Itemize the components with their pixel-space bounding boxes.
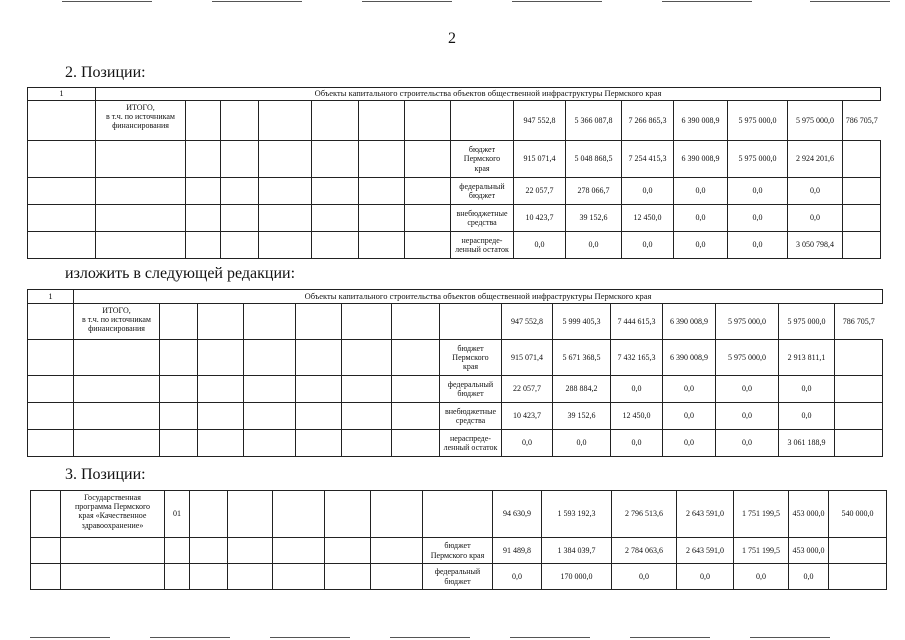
page-top-dash-4 (512, 1, 602, 2)
value-cell: 0,0 (663, 376, 716, 403)
source-label: бюджет Пермского края (440, 340, 502, 376)
row-number: 1 (28, 290, 74, 304)
value-cell: 6 390 008,9 (663, 304, 716, 340)
value-cell: 5 975 000,0 (788, 101, 843, 141)
value-cell: 6 390 008,9 (663, 340, 716, 376)
page-bottom-dash-3 (270, 637, 350, 638)
row-label: ИТОГО, в т.ч. по источникам финансирования (96, 101, 186, 141)
source-label: федеральный бюджет (451, 178, 514, 205)
value-cell: 0,0 (663, 430, 716, 457)
value-cell (835, 403, 883, 430)
value-cell: 947 552,8 (514, 101, 566, 141)
value-cell: 0,0 (788, 205, 843, 232)
page-top-dash-3 (362, 1, 452, 2)
value-cell: 0,0 (663, 403, 716, 430)
row-label: Государственная программа Пермского края «Качественное здравоохранение» (61, 491, 165, 538)
value-cell: 5 975 000,0 (716, 304, 779, 340)
source-label (440, 304, 502, 340)
value-cell: 5 975 000,0 (728, 141, 788, 178)
value-cell: 0,0 (779, 376, 835, 403)
value-cell: 0,0 (728, 232, 788, 259)
page-top-dash-5 (662, 1, 752, 2)
value-cell: 12 450,0 (622, 205, 674, 232)
section-2-heading: 2. Позиции: (65, 64, 146, 81)
value-cell: 5 671 368,5 (553, 340, 611, 376)
value-cell: 5 975 000,0 (716, 340, 779, 376)
value-cell (835, 430, 883, 457)
value-cell: 91 489,8 (493, 538, 542, 564)
value-cell: 2 924 201,6 (788, 141, 843, 178)
value-cell: 5 975 000,0 (779, 304, 835, 340)
page-top-dash-6 (810, 1, 890, 2)
source-label: бюджет Пермского края (451, 141, 514, 178)
value-cell: 0,0 (611, 376, 663, 403)
value-cell: 39 152,6 (553, 403, 611, 430)
section-3-heading: 3. Позиции: (65, 466, 146, 483)
value-cell: 786 705,7 (842, 316, 875, 326)
table-row (31, 538, 887, 564)
page-bottom-dash-6 (630, 637, 710, 638)
value-cell: 278 066,7 (566, 178, 622, 205)
value-cell: 0,0 (674, 232, 728, 259)
value-cell: 5 366 087,8 (566, 101, 622, 141)
table-title: Объекты капитального строительства объектов общественной инфраструктуры Пермского края (74, 290, 883, 304)
source-label: бюджет Пермского края (423, 538, 493, 564)
page-top-dash-2 (212, 1, 302, 2)
value-cell: 453 000,0 (789, 538, 829, 564)
value-cell (843, 232, 881, 259)
table-row (28, 178, 881, 205)
table-row (28, 340, 883, 376)
value-cell (843, 141, 881, 178)
value-cell: 7 444 615,3 (611, 304, 663, 340)
value-cell: 0,0 (553, 430, 611, 457)
value-cell: 0,0 (728, 178, 788, 205)
page-bottom-dash-4 (390, 637, 470, 638)
page-bottom-dash-7 (750, 637, 830, 638)
value-cell: 3 050 798,4 (788, 232, 843, 259)
section-2-new-heading: изложить в следующей редакции: (65, 265, 296, 282)
page-bottom-dash-2 (150, 637, 230, 638)
table-row (28, 403, 883, 430)
value-cell: 39 152,6 (566, 205, 622, 232)
value-cell: 0,0 (677, 564, 734, 590)
table-row (31, 564, 887, 590)
source-label: федеральный бюджет (440, 376, 502, 403)
page-number: 2 (448, 30, 456, 47)
row-number: 1 (28, 88, 96, 101)
value-cell: 6 390 008,9 (674, 141, 728, 178)
value-cell: 0,0 (734, 564, 789, 590)
table-row (28, 376, 883, 403)
value-cell: 10 423,7 (514, 205, 566, 232)
row-label: ИТОГО, в т.ч. по источникам финансирования (74, 304, 160, 340)
value-cell: 0,0 (502, 430, 553, 457)
value-cell: 1 384 039,7 (542, 538, 612, 564)
value-cell (835, 376, 883, 403)
source-label: внебюджетные средства (451, 205, 514, 232)
value-cell: 2 796 513,6 (612, 491, 677, 538)
value-cell: 22 057,7 (514, 178, 566, 205)
source-label: нераспреде- ленный остаток (440, 430, 502, 457)
value-cell: 0,0 (789, 564, 829, 590)
table-row (31, 491, 887, 538)
value-cell: 0,0 (622, 178, 674, 205)
value-cell: 1 751 199,5 (734, 538, 789, 564)
value-cell: 0,0 (566, 232, 622, 259)
table-row (28, 205, 881, 232)
value-cell: 2 643 591,0 (677, 538, 734, 564)
table-title: Объекты капитального строительства объектов общественной инфраструктуры Пермского края (96, 88, 881, 101)
section-2-new-table (27, 289, 883, 457)
source-label: внебюджетные средства (440, 403, 502, 430)
value-cell: 2 784 063,6 (612, 538, 677, 564)
table-title-row (28, 290, 883, 304)
value-cell: 7 266 865,3 (622, 101, 674, 141)
value-cell (843, 205, 881, 232)
source-label (451, 101, 514, 141)
value-cell: 540 000,0 (829, 491, 887, 538)
value-cell (843, 178, 881, 205)
value-cell: 0,0 (493, 564, 542, 590)
value-cell: 0,0 (674, 205, 728, 232)
value-cell: 5 999 405,3 (553, 304, 611, 340)
value-cell: 94 630,9 (493, 491, 542, 538)
value-cell: 0,0 (779, 403, 835, 430)
source-label: нераспреде- ленный остаток (451, 232, 514, 259)
value-cell: 0,0 (612, 564, 677, 590)
value-cell (829, 564, 887, 590)
value-cell: 0,0 (788, 178, 843, 205)
value-cell: 0,0 (674, 178, 728, 205)
value-cell (835, 340, 883, 376)
value-cell: 0,0 (622, 232, 674, 259)
value-cell (829, 538, 887, 564)
value-cell: 915 071,4 (502, 340, 553, 376)
value-cell: 288 884,2 (553, 376, 611, 403)
value-cell: 22 057,7 (502, 376, 553, 403)
section-3-table (30, 490, 887, 590)
value-cell: 786 705,7 (845, 115, 878, 125)
value-cell: 947 552,8 (502, 304, 553, 340)
value-cell: 1 593 192,3 (542, 491, 612, 538)
table-row (28, 430, 883, 457)
value-cell: 915 071,4 (514, 141, 566, 178)
value-cell: 5 975 000,0 (728, 101, 788, 141)
value-cell: 453 000,0 (789, 491, 829, 538)
table-row (28, 101, 881, 141)
value-cell: 1 751 199,5 (734, 491, 789, 538)
value-cell: 10 423,7 (502, 403, 553, 430)
value-cell: 2 643 591,0 (677, 491, 734, 538)
table-title-row (28, 88, 881, 101)
value-cell: 7 254 415,3 (622, 141, 674, 178)
value-cell: 0,0 (716, 430, 779, 457)
value-cell: 2 913 811,1 (779, 340, 835, 376)
value-cell: 0,0 (728, 205, 788, 232)
value-cell: 0,0 (716, 376, 779, 403)
value-cell: 12 450,0 (611, 403, 663, 430)
source-label: федеральный бюджет (423, 564, 493, 590)
section-2-table (27, 87, 881, 259)
table-row (28, 141, 881, 178)
page-top-dash-1 (62, 1, 152, 2)
program-code: 01 (165, 491, 190, 538)
value-cell: 5 048 868,5 (566, 141, 622, 178)
table-row (28, 232, 881, 259)
value-cell: 7 432 165,3 (611, 340, 663, 376)
page-bottom-dash-5 (510, 637, 590, 638)
value-cell: 170 000,0 (542, 564, 612, 590)
source-label (423, 491, 493, 538)
table-row (28, 304, 883, 340)
value-cell: 0,0 (611, 430, 663, 457)
page-bottom-dash-1 (30, 637, 110, 638)
value-cell: 0,0 (514, 232, 566, 259)
value-cell: 6 390 008,9 (674, 101, 728, 141)
value-cell: 0,0 (716, 403, 779, 430)
value-cell: 3 061 188,9 (779, 430, 835, 457)
